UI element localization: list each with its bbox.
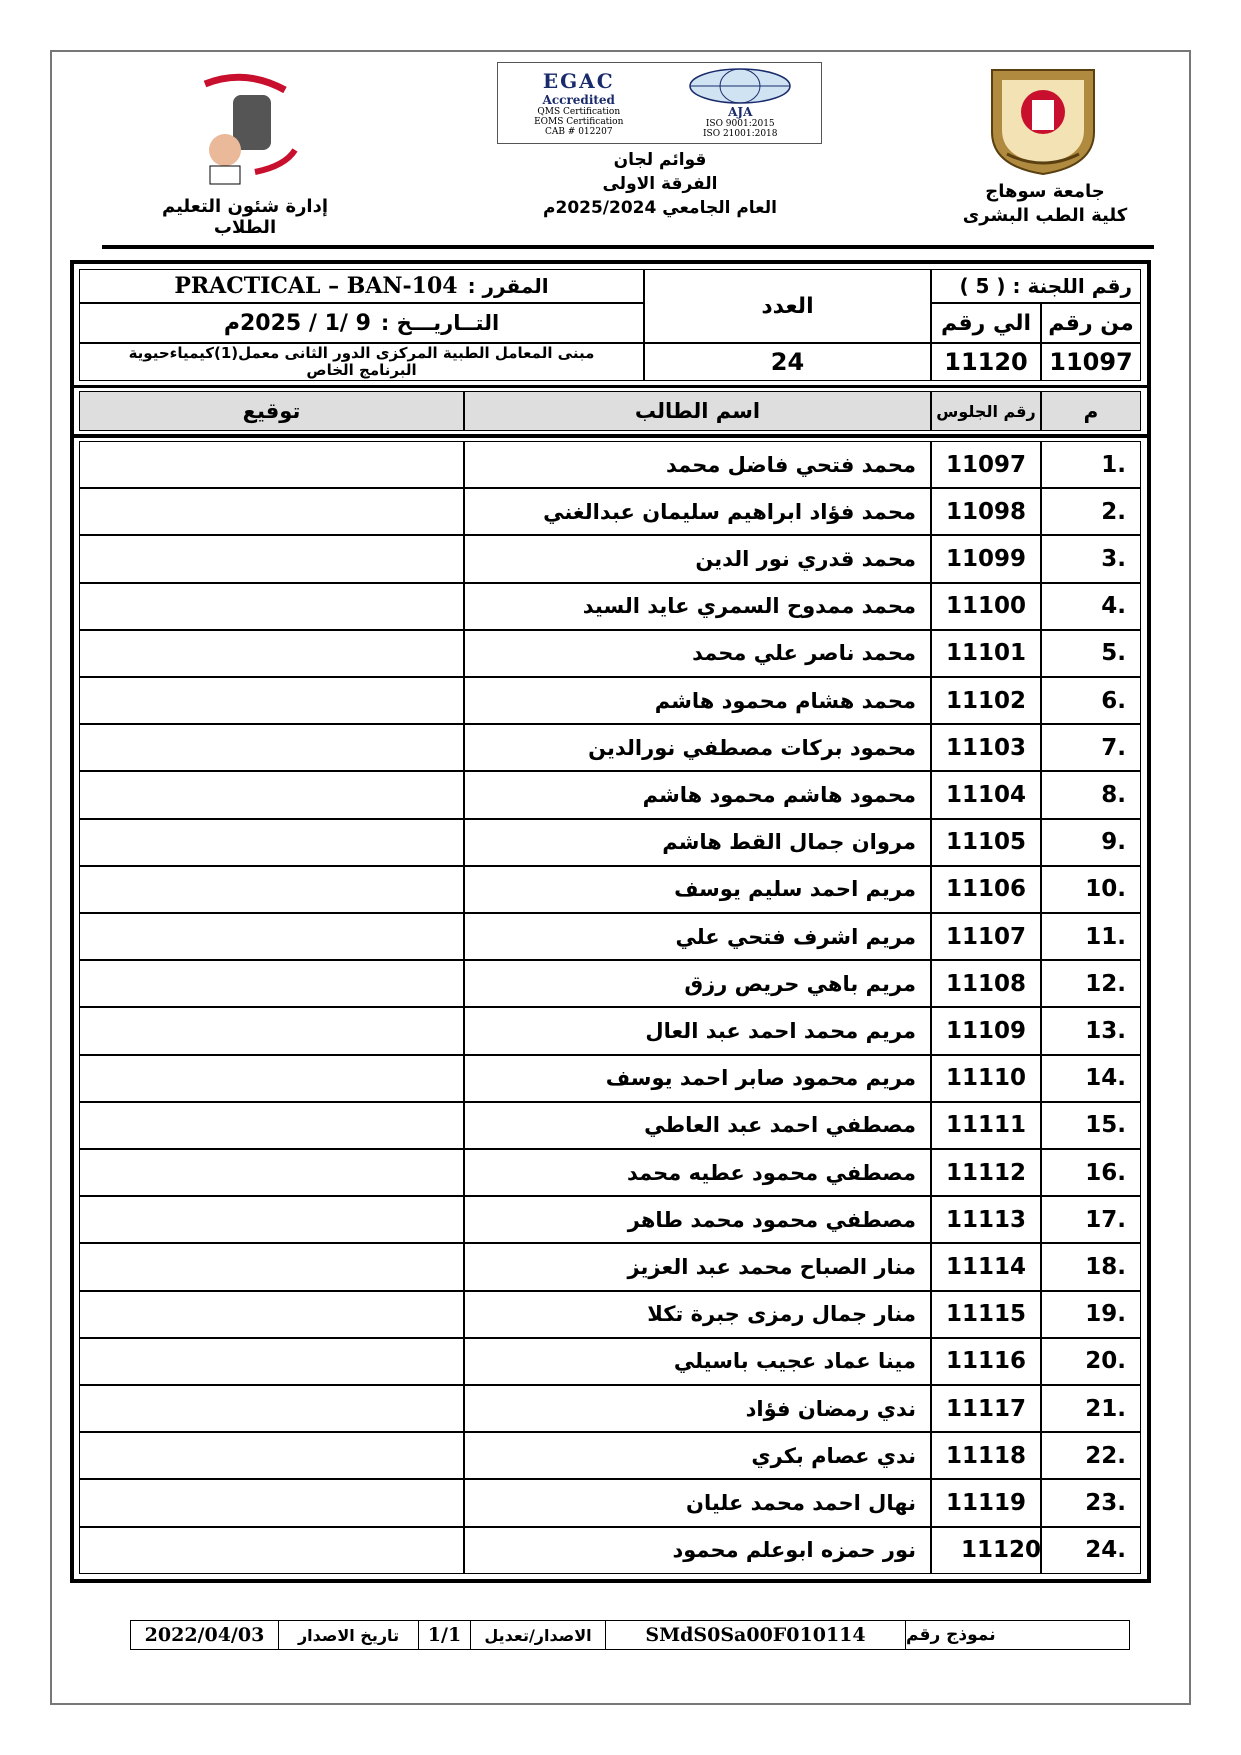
row-student-name-text: مصطفي محمود عطيه محمد — [626, 1160, 916, 1185]
row-student-name — [464, 1196, 931, 1243]
egac-line: CAB # 012207 — [544, 127, 613, 137]
aja-title: AJA — [728, 105, 753, 119]
row-seat-number — [931, 1102, 1041, 1149]
row-student-name-text: مريم محمود صابر احمد يوسف — [605, 1066, 916, 1091]
row-seat-number-text: 11116 — [945, 1348, 1027, 1375]
row-seat-number-text: 11104 — [945, 781, 1027, 808]
row-student-name-text: منار جمال رمزى جبرة تكلا — [647, 1302, 916, 1327]
row-number — [1041, 1385, 1141, 1432]
count-label: العدد — [644, 269, 931, 343]
row-number-text: 23. — [1085, 1489, 1126, 1516]
certification-box — [497, 62, 822, 144]
row-seat-number-text: 11114 — [945, 1253, 1027, 1280]
row-signature[interactable] — [79, 535, 464, 582]
row-seat-number-text: 11119 — [945, 1489, 1027, 1516]
row-number-text: 24. — [1085, 1537, 1126, 1564]
row-seat-number-text: 11110 — [945, 1065, 1027, 1092]
row-signature[interactable] — [79, 724, 464, 771]
to-label: الي رقم — [931, 303, 1041, 343]
committee-label: رقم اللجنة : ( 5 ) — [959, 274, 1132, 298]
row-seat-number-text: 11107 — [945, 923, 1027, 950]
row-student-name — [464, 724, 931, 771]
row-signature[interactable] — [79, 866, 464, 913]
row-student-name — [464, 583, 931, 630]
location-line: البرنامج الخاص — [306, 361, 417, 379]
row-student-name-text: منار الصباح محمد عبد العزيز — [627, 1254, 916, 1279]
row-number-text: 14. — [1085, 1065, 1126, 1092]
aja-certificate — [660, 63, 822, 143]
form-code: SMdS0Sa00F010114 — [606, 1621, 906, 1649]
aja-line: ISO 9001:2015 — [705, 119, 775, 129]
row-student-name — [464, 1527, 931, 1574]
row-number-text: 13. — [1085, 1017, 1126, 1044]
row-seat-number — [931, 1149, 1041, 1196]
row-student-name — [464, 771, 931, 818]
row-seat-number — [931, 1432, 1041, 1479]
row-signature[interactable] — [79, 1385, 464, 1432]
version-value: 1/1 — [419, 1621, 471, 1649]
row-student-name-text: محمد فتحي فاضل محمد — [665, 452, 916, 477]
row-signature[interactable] — [79, 1243, 464, 1290]
row-seat-number — [931, 1196, 1041, 1243]
row-signature[interactable] — [79, 1432, 464, 1479]
row-number — [1041, 1102, 1141, 1149]
row-seat-number-text: 11108 — [945, 970, 1027, 997]
row-number — [1041, 960, 1141, 1007]
row-seat-number-text: 11115 — [945, 1301, 1027, 1328]
row-number — [1041, 1479, 1141, 1526]
title-line: قوائم لجان — [613, 150, 707, 170]
row-signature[interactable] — [79, 488, 464, 535]
header-separator — [74, 434, 1147, 438]
row-number-text: 16. — [1085, 1159, 1126, 1186]
row-number-text: 15. — [1085, 1112, 1126, 1139]
row-student-name-text: مصطفي احمد عبد العاطي — [644, 1113, 916, 1138]
row-student-name-text: محمد ناصر علي محمد — [692, 641, 916, 666]
from-value: 11097 — [1041, 343, 1141, 381]
row-signature[interactable] — [79, 1479, 464, 1526]
row-student-name-text: ندي رمضان فؤاد — [745, 1396, 916, 1421]
row-student-name — [464, 1291, 931, 1338]
row-seat-number-text: 11101 — [945, 640, 1027, 667]
row-student-name — [464, 677, 931, 724]
row-number — [1041, 866, 1141, 913]
row-number-text: 19. — [1085, 1301, 1126, 1328]
row-student-name — [464, 1007, 931, 1054]
row-student-name-text: محمد فؤاد ابراهيم سليمان عبدالغني — [543, 499, 916, 524]
row-seat-number-text: 11099 — [945, 545, 1027, 572]
egac-line: QMS Certification — [537, 107, 621, 117]
committee-table — [70, 260, 1151, 1583]
row-seat-number — [931, 677, 1041, 724]
row-number — [1041, 1243, 1141, 1290]
row-number — [1041, 677, 1141, 724]
row-number-text: 10. — [1085, 876, 1126, 903]
globe-icon — [685, 67, 795, 105]
row-seat-number — [931, 819, 1041, 866]
count-value: 24 — [644, 343, 931, 381]
row-seat-number — [931, 1338, 1041, 1385]
document-title — [520, 148, 800, 220]
row-seat-number-text: 11117 — [945, 1395, 1027, 1422]
row-signature[interactable] — [79, 1291, 464, 1338]
header-divider — [102, 245, 1154, 249]
row-signature[interactable] — [79, 677, 464, 724]
row-number — [1041, 1291, 1141, 1338]
version-label: الاصدار/تعديل — [471, 1621, 606, 1649]
row-number-text: 21. — [1085, 1395, 1126, 1422]
row-seat-number-text: 11102 — [945, 687, 1027, 714]
row-number — [1041, 1196, 1141, 1243]
course-row — [79, 269, 644, 303]
row-number-text: 17. — [1085, 1206, 1126, 1233]
title-line: العام الجامعي 2025/2024م — [543, 198, 777, 218]
row-number-text: 20. — [1085, 1348, 1126, 1375]
row-signature[interactable] — [79, 1196, 464, 1243]
row-seat-number — [931, 488, 1041, 535]
location-line: مبنى المعامل الطبية المركزى الدور الثانى معمل(1)كيمياءحيوية — [128, 344, 595, 362]
row-student-name — [464, 1149, 931, 1196]
row-number — [1041, 1338, 1141, 1385]
egac-subtitle: Accredited — [542, 93, 615, 107]
row-seat-number-text: 11105 — [945, 829, 1027, 856]
row-number — [1041, 583, 1141, 630]
row-seat-number — [931, 866, 1041, 913]
row-number — [1041, 771, 1141, 818]
row-signature[interactable] — [79, 1055, 464, 1102]
row-seat-number — [931, 913, 1041, 960]
row-student-name — [464, 1055, 931, 1102]
date-row — [79, 303, 644, 343]
row-number — [1041, 488, 1141, 535]
row-seat-number-text: 11113 — [945, 1206, 1027, 1233]
row-student-name-text: مريم اشرف فتحي علي — [675, 924, 916, 949]
row-student-name-text: مصطفي محمود محمد طاهر — [627, 1207, 916, 1232]
row-student-name — [464, 1385, 931, 1432]
row-signature[interactable] — [79, 1338, 464, 1385]
row-seat-number — [931, 1291, 1041, 1338]
row-student-name-text: محمود بركات مصطفي نورالدين — [588, 735, 916, 760]
to-value: 11120 — [931, 343, 1041, 381]
row-student-name-text: محمد ممدوح السمري عايد السيد — [582, 594, 916, 619]
egac-certificate — [498, 63, 660, 143]
row-seat-number — [931, 1527, 1041, 1574]
row-seat-number-text: 11100 — [945, 593, 1027, 620]
course-label: المقرر : — [467, 274, 549, 298]
info-separator — [74, 385, 1147, 388]
row-student-name-text: مريم محمد احمد عبد العال — [645, 1018, 916, 1043]
row-seat-number-text: 11109 — [945, 1017, 1027, 1044]
row-number-text: 1. — [1101, 451, 1126, 478]
row-student-name-text: نهال احمد محمد عليان — [686, 1490, 916, 1515]
row-number-text: 6. — [1101, 687, 1126, 714]
row-number — [1041, 1055, 1141, 1102]
row-seat-number-text: 11120 — [960, 1537, 1042, 1564]
row-seat-number — [931, 583, 1041, 630]
row-signature[interactable] — [79, 1149, 464, 1196]
form-label: نموذج رقم — [906, 1625, 996, 1645]
row-seat-number — [931, 1385, 1041, 1432]
row-student-name-text: محمد قدري نور الدين — [695, 546, 916, 571]
row-seat-number-text: 11098 — [945, 498, 1027, 525]
row-seat-number-text: 11103 — [945, 734, 1027, 761]
column-header-num: م — [1041, 391, 1141, 431]
committee-number — [931, 269, 1141, 303]
column-header-signature: توقيع — [79, 391, 464, 431]
row-student-name — [464, 630, 931, 677]
row-seat-number — [931, 535, 1041, 582]
row-seat-number-text: 11118 — [945, 1442, 1027, 1469]
row-seat-number — [931, 1479, 1041, 1526]
issue-date-label: تاريخ الاصدار — [279, 1621, 419, 1649]
row-student-name — [464, 488, 931, 535]
date-value: 9 /1 / 2025م — [223, 310, 371, 336]
row-seat-number-text: 11112 — [945, 1159, 1027, 1186]
row-number-text: 12. — [1085, 970, 1126, 997]
date-label: التــاريـــخ : — [380, 311, 500, 335]
row-signature[interactable] — [79, 960, 464, 1007]
row-number — [1041, 1527, 1141, 1574]
row-number-text: 18. — [1085, 1253, 1126, 1280]
row-seat-number-text: 11097 — [945, 451, 1027, 478]
row-student-name — [464, 1243, 931, 1290]
row-number-text: 4. — [1101, 593, 1126, 620]
row-number — [1041, 819, 1141, 866]
row-signature[interactable] — [79, 630, 464, 677]
row-student-name-text: نور حمزه ابوعلم محمود — [672, 1538, 916, 1563]
row-number — [1041, 1007, 1141, 1054]
row-student-name — [464, 1338, 931, 1385]
row-signature[interactable] — [79, 913, 464, 960]
row-signature[interactable] — [79, 771, 464, 818]
university-title: جامعة سوهاج — [985, 181, 1105, 202]
row-signature[interactable] — [79, 583, 464, 630]
course-value: PRACTICAL – BAN-104 — [174, 273, 458, 299]
row-number-text: 7. — [1101, 734, 1126, 761]
row-student-name-text: مريم احمد سليم يوسف — [674, 877, 916, 902]
row-number-text: 2. — [1101, 498, 1126, 525]
from-label: من رقم — [1041, 303, 1141, 343]
row-number — [1041, 630, 1141, 677]
row-student-name — [464, 1102, 931, 1149]
university-emblem-icon — [982, 62, 1104, 176]
row-number — [1041, 724, 1141, 771]
row-number-text: 22. — [1085, 1442, 1126, 1469]
column-header-name: اسم الطالب — [464, 391, 931, 431]
faculty-logo-icon — [115, 70, 315, 190]
row-student-name — [464, 819, 931, 866]
row-seat-number-text: 11111 — [945, 1112, 1027, 1139]
department-name: إدارة شئون التعليم الطلاب — [161, 196, 329, 238]
row-number-text: 3. — [1101, 545, 1126, 572]
row-student-name — [464, 913, 931, 960]
row-seat-number — [931, 630, 1041, 677]
egac-title: EGAC — [542, 69, 615, 93]
row-student-name — [464, 866, 931, 913]
row-seat-number — [931, 1007, 1041, 1054]
row-number-text: 8. — [1101, 781, 1126, 808]
row-number-text: 5. — [1101, 640, 1126, 667]
row-student-name — [464, 960, 931, 1007]
row-number — [1041, 535, 1141, 582]
row-signature[interactable] — [79, 1102, 464, 1149]
row-number — [1041, 1149, 1141, 1196]
row-number — [1041, 913, 1141, 960]
faculty-title: كلية الطب البشرى — [962, 205, 1128, 226]
row-seat-number — [931, 1055, 1041, 1102]
row-number — [1041, 1432, 1141, 1479]
title-line: الفرقة الاولى — [602, 174, 718, 194]
row-number — [1041, 441, 1141, 488]
location-row — [79, 343, 644, 381]
row-seat-number-text: 11106 — [945, 876, 1027, 903]
row-signature[interactable] — [79, 1007, 464, 1054]
row-student-name-text: مينا عماد عجيب باسيلي — [673, 1349, 916, 1374]
row-student-name — [464, 1432, 931, 1479]
form-footer — [130, 1620, 1130, 1650]
row-signature[interactable] — [79, 819, 464, 866]
row-student-name — [464, 441, 931, 488]
row-student-name-text: مريم باهي حريص رزق — [684, 971, 916, 996]
row-student-name-text: مروان جمال القط هاشم — [662, 830, 916, 855]
row-seat-number — [931, 441, 1041, 488]
egac-line: EOMS Certification — [534, 117, 624, 127]
row-seat-number — [931, 724, 1041, 771]
row-student-name-text: محمد هشام محمود هاشم — [654, 688, 916, 713]
row-seat-number — [931, 1243, 1041, 1290]
row-student-name — [464, 1479, 931, 1526]
row-seat-number — [931, 771, 1041, 818]
row-signature[interactable] — [79, 441, 464, 488]
row-number-text: 9. — [1101, 829, 1126, 856]
aja-line: ISO 21001:2018 — [702, 129, 778, 139]
issue-date-value: 2022/04/03 — [131, 1621, 279, 1649]
row-student-name-text: محمود هاشم محمود هاشم — [642, 782, 916, 807]
row-number-text: 11. — [1085, 923, 1126, 950]
row-seat-number — [931, 960, 1041, 1007]
university-name — [960, 180, 1130, 228]
row-student-name-text: ندي عصام بكري — [751, 1443, 916, 1468]
column-header-seat: رقم الجلوس — [931, 391, 1041, 431]
row-student-name — [464, 535, 931, 582]
row-signature[interactable] — [79, 1527, 464, 1574]
